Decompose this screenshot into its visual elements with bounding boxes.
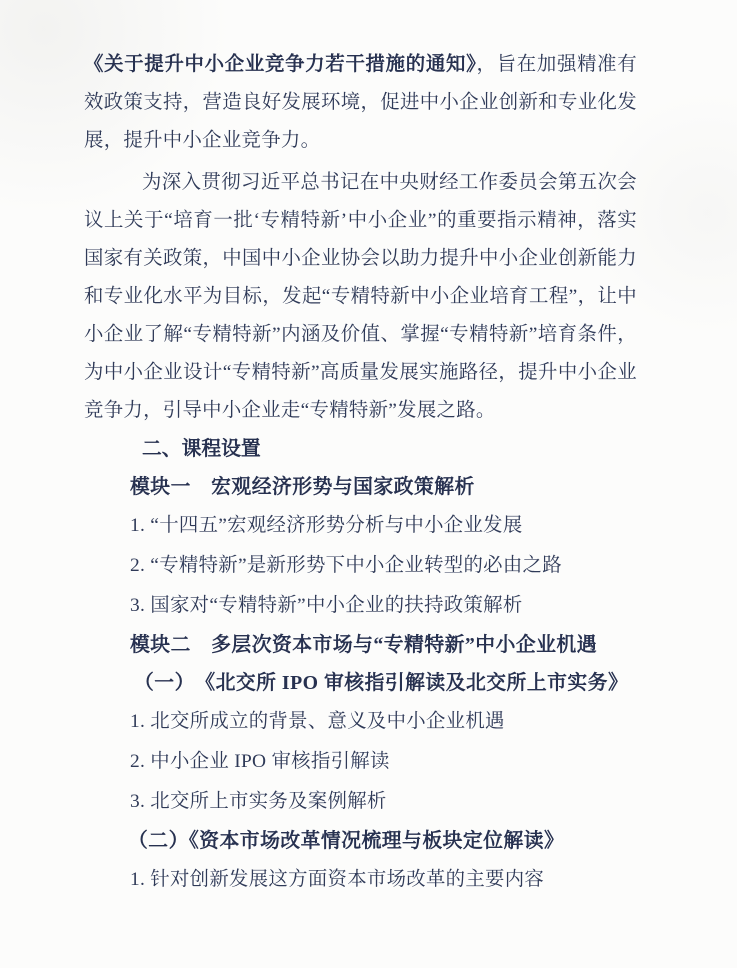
module2-heading: 模块二 多层次资本市场与“专精特新”中小企业机遇: [130, 634, 597, 656]
module2-part2-heading: （二）《资本市场改革情况梳理与板块定位解读》: [128, 830, 565, 852]
notice-title-bold: 《关于提升中小企业竞争力若干措施的通知》: [84, 54, 477, 75]
module2-part2-course-item-1: 1. 针对创新发展这方面资本市场改革的主要内容: [130, 869, 545, 890]
module1-course-item-1: 1. “十四五”宏观经济形势分析与中小企业发展: [130, 515, 523, 536]
paragraph-notice: [84, 46, 637, 160]
module1-heading: 模块一 宏观经济形势与国家政策解析: [130, 476, 475, 498]
module1-course-item-3: 3. 国家对“专精特新”中小企业的扶持政策解析: [130, 595, 523, 616]
notice-paragraph-text: ，旨在加强精准有效政策支持，营造良好发展环境，促进中小企业创新和专业化发展，提升中小企业竞争力。: [84, 54, 637, 151]
module2-part1-course-item-3: 3. 北交所上市实务及案例解析: [130, 791, 387, 812]
section-heading-curriculum: 二、课程设置: [142, 438, 261, 460]
module1-course-item-2: 2. “专精特新”是新形势下中小企业转型的必由之路: [130, 555, 562, 576]
module2-part1-course-item-2: 2. 中小企业 IPO 审核指引解读: [130, 751, 390, 772]
module2-part1-course-item-1: 1. 北交所成立的背景、意义及中小企业机遇: [130, 711, 505, 732]
module2-part1-heading: （一） 《北交所 IPO 审核指引解读及北交所上市实务》: [134, 672, 629, 694]
paragraph-program-background: 为深入贯彻习近平总书记在中央财经工作委员会第五次会议上关于“培育一批‘专精特新’中小企业”的重要指示精神，落实国家有关政策，中国中小企业协会以助力提升中小企业创新能力和专业化水平为目标，发起“专精特新中小企业培育工程”，让中小企业了解“专精特新”内涵及价值、掌握“专精特新”培育条件，为中小企业设计“专精特新”高质量发展实施路径，提升中小企业竞争力，引导中小企业走“专精特新”发展之路。: [84, 172, 637, 421]
